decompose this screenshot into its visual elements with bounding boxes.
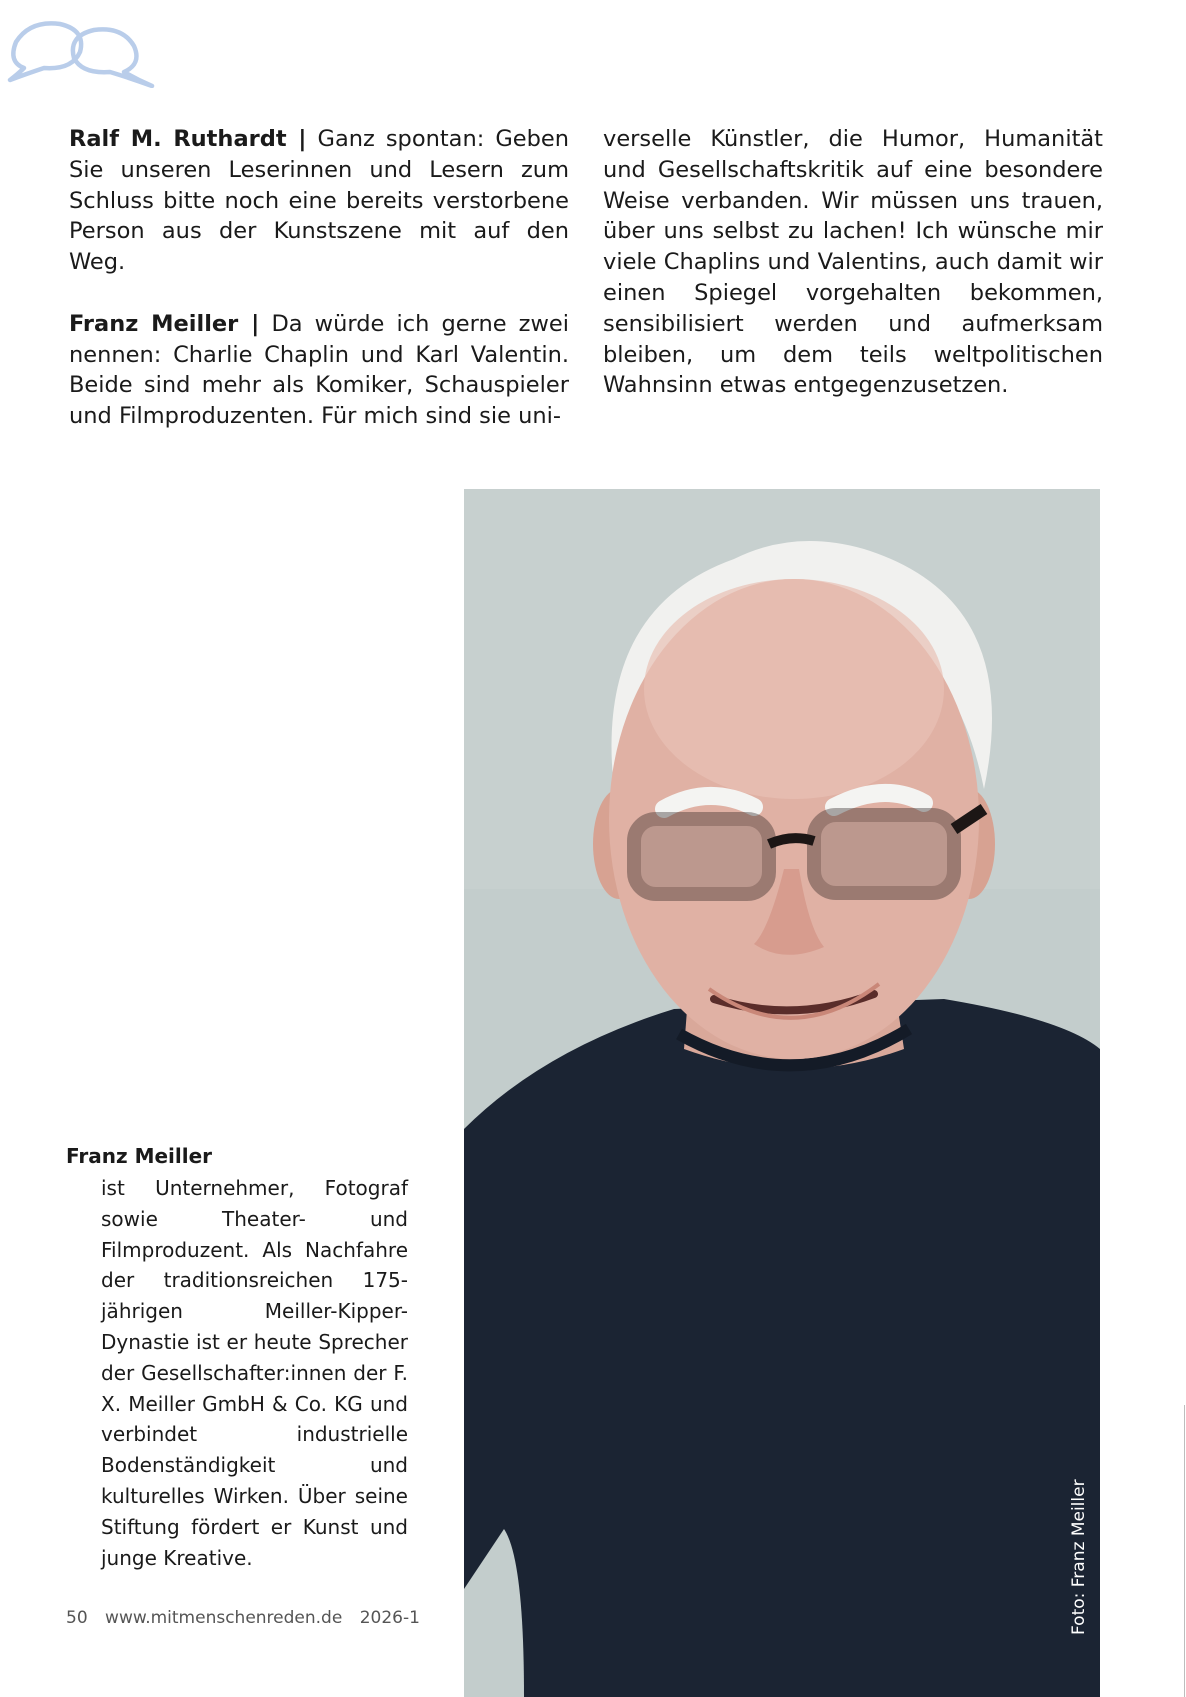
page-footer — [66, 1608, 432, 1628]
bio-name: Franz Meiller — [66, 1144, 213, 1168]
question-speaker: Ralf M. Ruthardt | — [69, 126, 307, 152]
answer-paragraph — [69, 309, 569, 432]
speech-bubbles-icon — [4, 10, 156, 88]
page-number: 50 — [66, 1608, 88, 1628]
bio-text: ist Unternehmer, Fotograf sowie Theater- und Filmproduzent. Als Nachfahre der traditionsreichen 175-jährigen Meiller-Kipper-Dynastie ist er heute Sprecher der Gesellschafter:innen der F. X. Meiller GmbH & Co. KG und verbindet industrielle Bodenständigkeit und kulturelles Wirken. Über seine Stiftung fördert er Kunst und junge Kreative. — [101, 1176, 408, 1570]
interview-column-right — [603, 124, 1103, 401]
portrait-photo — [464, 489, 1100, 1697]
footer-url[interactable]: www.mitmenschenreden.de — [105, 1608, 343, 1628]
interview-column-left — [69, 124, 569, 432]
answer-text-part-1: Da würde ich gerne zwei nennen: Charlie Chaplin und Karl Valentin. Beide sind mehr als Komiker, Schauspieler und Filmproduzenten. Für mich sind sie uni- — [69, 310, 569, 430]
issue-number: 2026-1 — [359, 1608, 420, 1628]
page-edge-line — [1184, 1405, 1185, 1697]
question-paragraph — [69, 124, 569, 278]
photo-credit: Foto: Franz Meiller — [1069, 1479, 1089, 1635]
answer-text-part-2: verselle Künstler, die Humor, Humanität und Gesellschaftskritik auf eine besondere Weise verbanden. Wir müssen uns trauen, über uns selbst zu lachen! Ich wünsche mir viele Chaplins und Valentins, auch damit wir einen Spiegel vorgehalten bekommen, sensibilisiert werden und aufmerksam bleiben, um dem teils weltpolitischen Wahnsinn etwas entgegenzusetzen. — [603, 126, 1103, 399]
question-text: Ganz spontan: Geben Sie unseren Leserinnen und Lesern zum Schluss bitte noch eine bereits verstorbene Person aus der Kunstszene mit auf den Weg. — [69, 126, 569, 276]
answer-speaker: Franz Meiller | — [69, 310, 260, 337]
